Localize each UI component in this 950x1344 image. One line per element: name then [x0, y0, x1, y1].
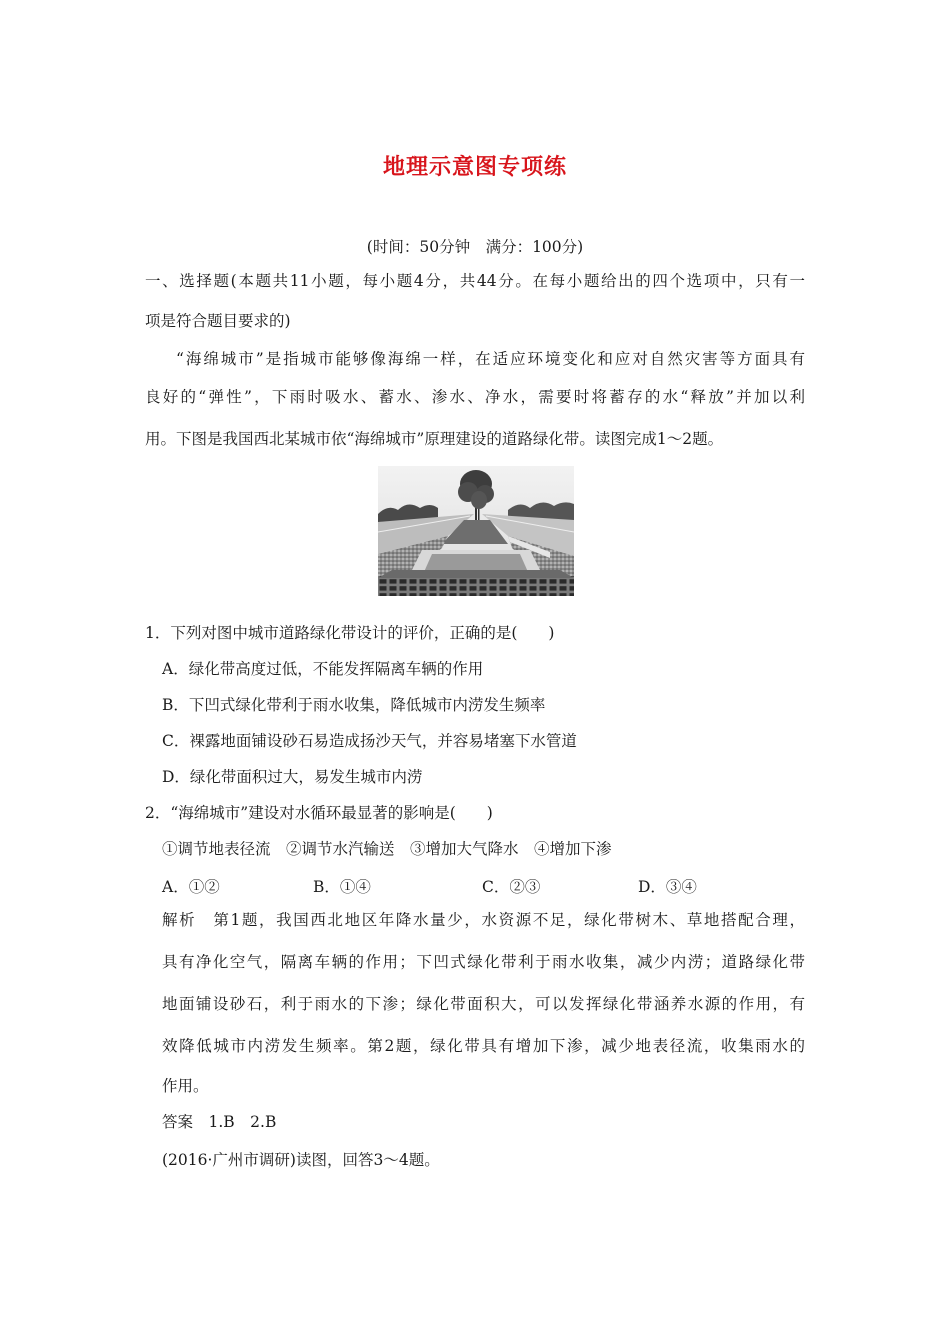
- q1-option-c: C．裸露地面铺设砂石易造成扬沙天气，并容易堵塞下水管道: [162, 732, 577, 750]
- q1-option-d: D．绿化带面积过大，易发生城市内涝: [162, 768, 423, 786]
- section-heading-line1: 一、选择题(本题共11小题，每小题4分，共44分。在每小题给出的四个选项中，只有一: [145, 272, 805, 290]
- greenbelt-photo: [378, 466, 574, 596]
- q2-option-d: D．③④: [638, 878, 697, 896]
- analysis-line5: 作用。: [162, 1077, 209, 1095]
- section-heading-line2: 项是符合题目要求的): [145, 312, 291, 330]
- q1-option-a: A．绿化带高度过低，不能发挥隔离车辆的作用: [162, 660, 484, 678]
- intro-line2: 良好的“弹性”，下雨时吸水、蓄水、渗水、净水，需要时将蓄存的水“释放”并加以利: [145, 388, 805, 406]
- q2-option-a: A．①②: [162, 878, 220, 896]
- q2-option-c: C．②③: [482, 878, 541, 896]
- q2-option-b: B．①④: [313, 878, 371, 896]
- analysis-line2: 具有净化空气，隔离车辆的作用；下凹式绿化带利于雨水收集，减少内涝；道路绿化带: [162, 953, 805, 971]
- page-title: 地理示意图专项练: [382, 154, 567, 180]
- q1-option-b: B．下凹式绿化带利于雨水收集，降低城市内涝发生频率: [162, 696, 546, 714]
- analysis-line3: 地面铺设砂石，利于雨水的下渗；绿化带面积大，可以发挥绿化带涵养水源的作用，有: [162, 995, 805, 1013]
- time-info: (时间：50分钟 满分：100分): [366, 238, 584, 256]
- intro-line1: “海绵城市”是指城市能够像海绵一样，在适应环境变化和应对自然灾害等方面具有: [176, 350, 805, 368]
- q2-items: ①调节地表径流 ②调节水汽输送 ③增加大气降水 ④增加下渗: [162, 840, 612, 858]
- analysis-line1: 解析 第1题，我国西北地区年降水量少，水资源不足，绿化带树木、草地搭配合理，: [162, 911, 805, 929]
- next-questions-intro: (2016·广州市调研)读图，回答3～4题。: [162, 1151, 440, 1169]
- q2-stem: 2．“海绵城市”建设对水循环最显著的影响是( ): [145, 804, 493, 822]
- intro-line3: 用。下图是我国西北某城市依“海绵城市”原理建设的道路绿化带。读图完成1～2题。: [145, 430, 724, 448]
- analysis-line4: 效降低城市内涝发生频率。第2题，绿化带具有增加下渗，减少地表径流，收集雨水的: [162, 1037, 805, 1055]
- q1-stem: 1．下列对图中城市道路绿化带设计的评价，正确的是( ): [145, 624, 555, 642]
- answer-line: 答案 1.B 2.B: [162, 1113, 277, 1131]
